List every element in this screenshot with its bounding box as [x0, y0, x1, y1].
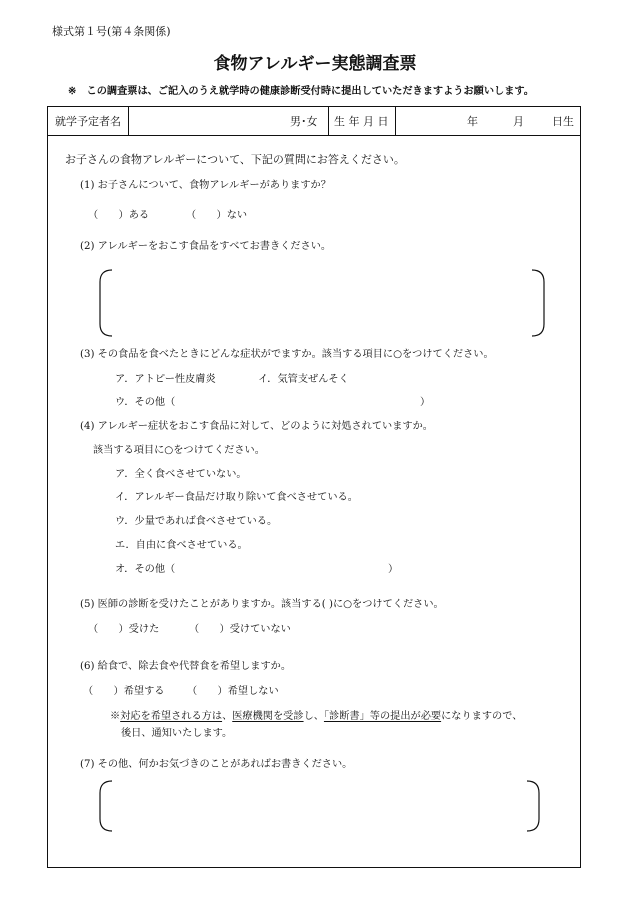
q3-option-a: ア．アトピー性皮膚炎: [115, 374, 216, 385]
q2-answer-bracket: [98, 268, 548, 338]
note-mark: ※: [110, 711, 121, 722]
question-3: (3) その食品を食べたときにどんな症状がでますか。該当する項目に○をつけてください。: [80, 349, 494, 360]
header-divider: [395, 106, 396, 136]
q3-option-i: イ．気管支ぜんそく: [258, 374, 349, 385]
child-name-label: 就学予定者名: [55, 115, 121, 128]
bracket-left: [100, 781, 112, 831]
q4-option-a: ア．全く食べさせていない。: [115, 469, 247, 480]
q4-option-u: ウ．少量であれば食べさせている。: [115, 516, 278, 527]
note-underlined-text: 対応を希望される方は: [120, 711, 223, 722]
note-underlined-text: 医療機関を受診: [232, 711, 304, 722]
header-divider: [128, 106, 129, 136]
note-underlined-text: 「診断書」等の提出が必要: [323, 711, 442, 722]
q7-answer-bracket: [98, 779, 543, 833]
q4-option-i: イ．アレルギー食品だけ取り除いて食べさせている。: [115, 492, 358, 503]
bracket-right: [532, 270, 544, 336]
birth-date-label: 生 年 月 日: [334, 115, 389, 128]
birth-day-unit: 日生: [552, 115, 574, 128]
question-5: (5) 医師の診断を受けたことがありますか。該当する( )に○をつけてください。: [80, 599, 444, 610]
q4-option-o: オ．その他（: [115, 564, 176, 575]
q6-note-line-2: 後日、通知いたします。: [121, 728, 233, 739]
bracket-left: [100, 270, 112, 336]
q1-option-yes: （ ）ある: [88, 210, 150, 221]
q6-option-no-wish: （ ）希望しない: [187, 686, 279, 697]
intro-text: お子さんの食物アレルギーについて、下記の質問にお答えください。: [65, 153, 405, 166]
q1-option-no: （ ）ない: [186, 210, 248, 221]
q4-other-close-paren: ）: [388, 564, 399, 575]
q5-option-not-received: （ ）受けていない: [189, 624, 291, 635]
question-2: (2) アレルギーをおこす食品をすべてお書きください。: [80, 241, 332, 252]
q3-other-close-paren: ）: [420, 397, 431, 408]
header-divider: [328, 106, 329, 136]
note-text: 、: [222, 711, 233, 722]
q4-option-e: エ．自由に食べさせている。: [115, 540, 248, 551]
notice-text: この調査票は、ご記入のうえ就学時の健康診断受付時に提出していただきますようお願いします。: [86, 85, 534, 97]
question-6: (6) 給食で、除去食や代替食を希望しますか。: [80, 661, 292, 672]
form-title: 食物アレルギー実態調査票: [213, 54, 417, 74]
q3-option-u: ウ．その他（: [115, 397, 176, 408]
question-1: (1) お子さんについて、食物アレルギーがありますか？: [80, 180, 331, 191]
bracket-right: [527, 781, 539, 831]
q4-instruction: 該当する項目に○をつけてください。: [93, 445, 265, 456]
gender-choice: 男･女: [290, 115, 318, 128]
q5-option-received: （ ）受けた: [88, 624, 160, 635]
notice-mark: ※: [68, 85, 77, 97]
question-4: (4) アレルギー症状をおこす食品に対して、どのように対処されていますか。: [80, 421, 433, 432]
q6-note-line-1: [110, 712, 522, 722]
note-text: になりますので、: [441, 711, 523, 722]
form-number: 様式第１号(第４条関係): [52, 25, 171, 38]
q6-option-wish: （ ）希望する: [83, 686, 165, 697]
question-7: (7) その他、何かお気づきのことがあればお書きください。: [80, 759, 353, 770]
birth-year-unit: 年: [467, 115, 478, 128]
birth-month-unit: 月: [513, 115, 524, 128]
submission-notice: [68, 86, 534, 96]
note-text: し、: [303, 711, 324, 722]
